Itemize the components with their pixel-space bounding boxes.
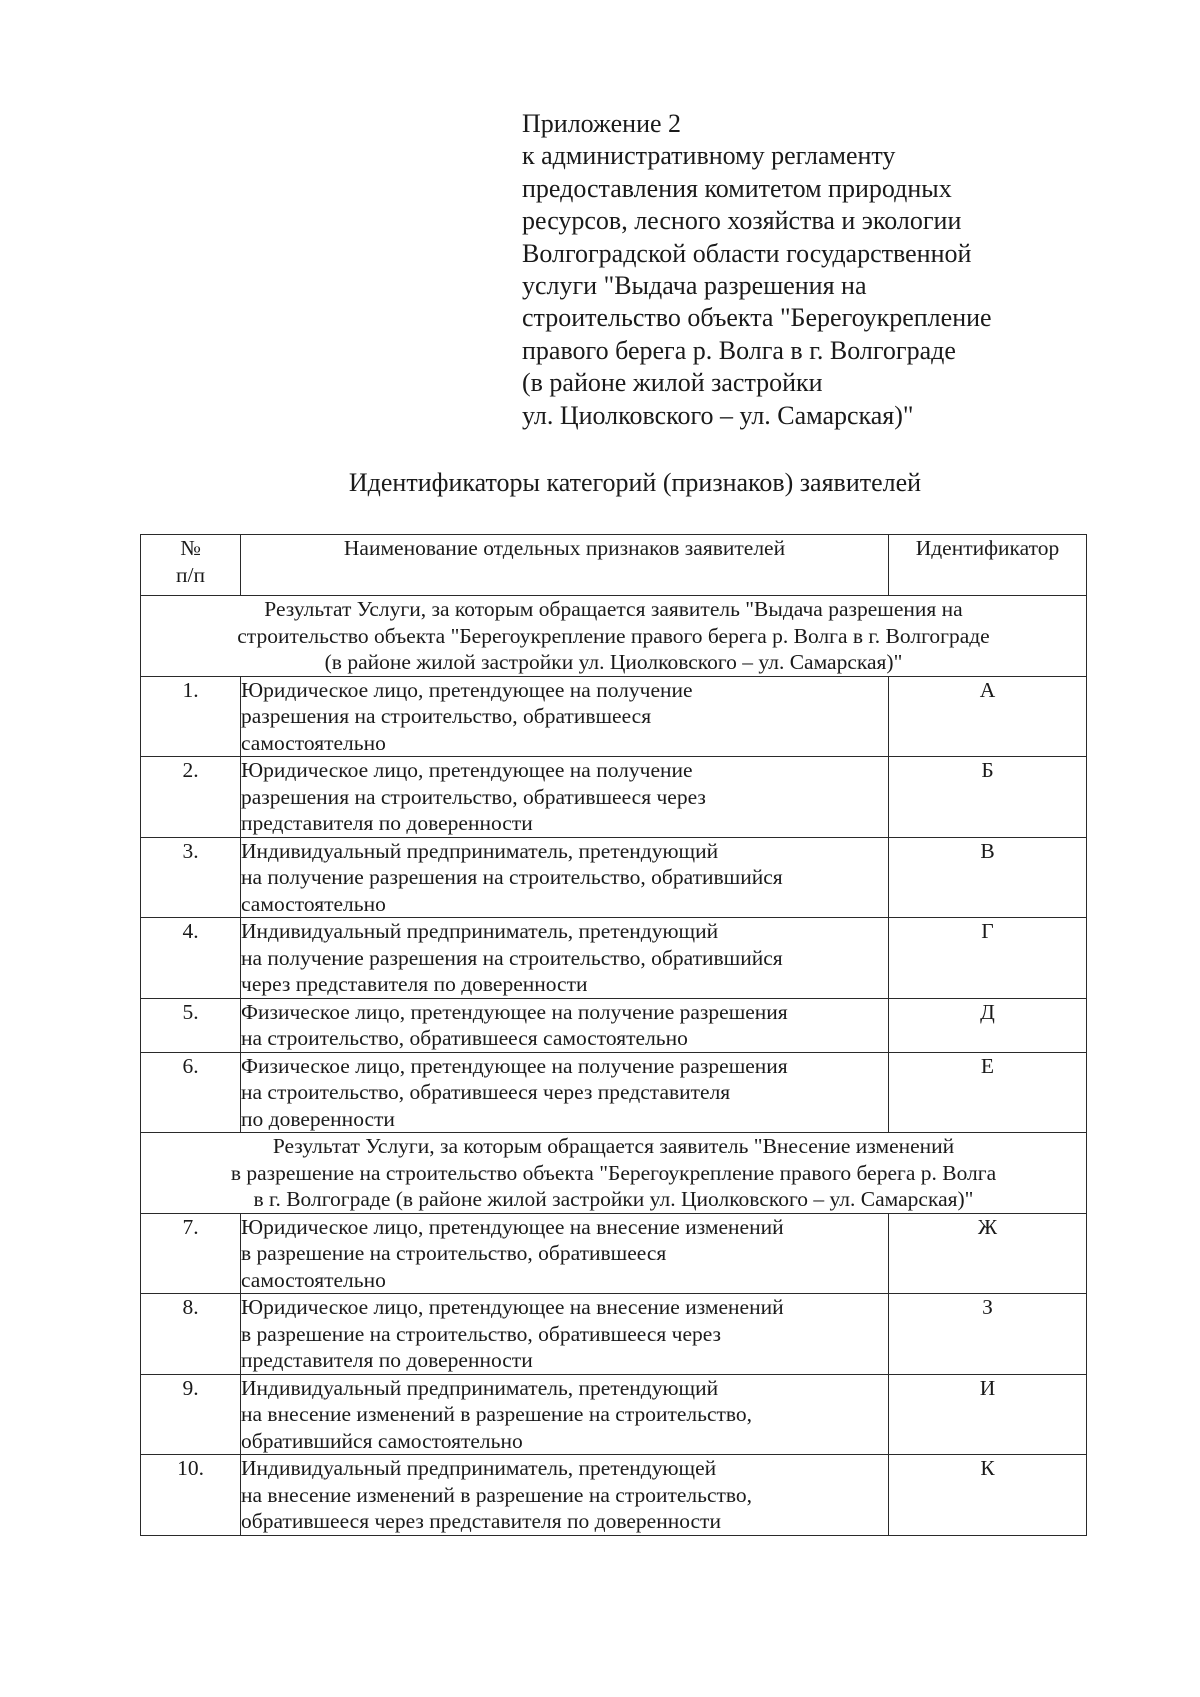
description-line: на получение разрешения на строительство, обратившийся (241, 945, 783, 970)
row-number: 5. (141, 998, 241, 1052)
appendix-line: предоставления комитетом природных (522, 173, 952, 203)
appendix-line: правого берега р. Волга в г. Волгограде (522, 335, 956, 365)
header-identifier: Идентификатор (889, 535, 1087, 596)
table-row (141, 1455, 1087, 1536)
appendix-line: ул. Циолковского – ул. Самарская)" (522, 400, 914, 430)
description-line: Физическое лицо, претендующее на получение разрешения (241, 999, 788, 1024)
description-line: самостоятельно (241, 1267, 386, 1292)
description-line: Индивидуальный предприниматель, претендующий (241, 1375, 719, 1400)
row-identifier: К (889, 1455, 1087, 1536)
header-number (141, 535, 241, 596)
appendix-line: ресурсов, лесного хозяйства и экологии (522, 206, 962, 236)
appendix-line: к административному регламенту (522, 141, 896, 171)
description-line: обратившееся через представителя по доверенности (241, 1509, 721, 1533)
row-description (241, 676, 889, 757)
description-line: Индивидуальный предприниматель, претендующий (241, 919, 719, 943)
row-description (241, 998, 889, 1052)
row-identifier: Е (889, 1052, 1087, 1133)
description-line: разрешения на строительство, обратившееся через (241, 784, 706, 809)
row-identifier: А (889, 676, 1087, 757)
description-line: самостоятельно (241, 891, 386, 916)
section-row (141, 1133, 1087, 1214)
identifiers-table (140, 534, 1087, 1536)
header-name: Наименование отдельных признаков заявителей (241, 535, 889, 596)
description-line: самостоятельно (241, 730, 386, 755)
row-identifier: И (889, 1374, 1087, 1455)
appendix-header (522, 108, 1082, 432)
table-row (141, 1052, 1087, 1133)
row-number: 4. (141, 918, 241, 999)
row-identifier: Д (889, 998, 1087, 1052)
section-line: Результат Услуги, за которым обращается заявитель "Выдача разрешения на (264, 597, 963, 621)
row-description (241, 1294, 889, 1375)
description-line: представителя по доверенности (241, 1348, 533, 1372)
appendix-line: Приложение 2 (522, 109, 682, 138)
section-1-heading (141, 596, 1087, 677)
document-title: Идентификаторы категорий (признаков) заявителей (348, 468, 922, 497)
description-line: по доверенности (241, 1106, 395, 1131)
table-header-row (141, 535, 1087, 596)
row-number: 9. (141, 1374, 241, 1455)
table-row (141, 757, 1087, 838)
description-line: Юридическое лицо, претендующее на внесение изменений (241, 1295, 784, 1319)
description-line: на строительство, обратившееся через представителя (241, 1080, 731, 1104)
description-line: на получение разрешения на строительство, обратившийся (241, 865, 783, 889)
description-line: через представителя по доверенности (241, 972, 588, 996)
row-number: 1. (141, 676, 241, 757)
table-row (141, 676, 1087, 757)
row-description (241, 837, 889, 918)
description-line: обратившийся самостоятельно (241, 1428, 523, 1453)
row-number: 8. (141, 1294, 241, 1375)
section-1-rows (141, 676, 1087, 1133)
description-line: в разрешение на строительство, обратившееся (241, 1241, 667, 1265)
row-description (241, 918, 889, 999)
row-description (241, 757, 889, 838)
section-row (141, 596, 1087, 677)
appendix-line: услуги "Выдача разрешения на (522, 271, 867, 301)
description-line: Индивидуальный предприниматель, претендующий (241, 838, 719, 863)
description-line: на внесение изменений в разрешение на строительство, (241, 1402, 753, 1426)
description-line: Юридическое лицо, претендующее на получение (241, 677, 693, 702)
row-description (241, 1052, 889, 1133)
description-line: представителя по доверенности (241, 811, 533, 835)
section-2-heading (141, 1133, 1087, 1214)
description-line: Юридическое лицо, претендующее на внесение изменений (241, 1214, 784, 1239)
table-row (141, 918, 1087, 999)
table-row (141, 1374, 1087, 1455)
row-description (241, 1374, 889, 1455)
row-number: 6. (141, 1052, 241, 1133)
description-line: на внесение изменений в разрешение на строительство, (241, 1482, 753, 1507)
row-identifier: Г (889, 918, 1087, 999)
row-number: 3. (141, 837, 241, 918)
table-row (141, 1213, 1087, 1294)
appendix-line: строительство объекта "Берегоукрепление (522, 303, 992, 333)
section-line: в разрешение на строительство объекта "Берегоукрепление правого берега р. Волга (230, 1160, 997, 1185)
description-line: Индивидуальный предприниматель, претендующей (241, 1456, 717, 1480)
section-line: в г. Волгограде (в районе жилой застройки ул. Циолковского – ул. Самарская)" (253, 1187, 974, 1211)
header-number-abbr: п/п (176, 562, 205, 587)
section-line: (в районе жилой застройки ул. Циолковского – ул. Самарская)" (324, 650, 903, 674)
row-number: 10. (141, 1455, 241, 1536)
table-row (141, 998, 1087, 1052)
description-line: на строительство, обратившееся самостоятельно (241, 1026, 688, 1050)
appendix-line: (в районе жилой застройки (522, 368, 823, 398)
table-row (141, 837, 1087, 918)
row-identifier: З (889, 1294, 1087, 1375)
table-row (141, 1294, 1087, 1375)
description-line: разрешения на строительство, обратившееся (241, 704, 652, 728)
row-identifier: Б (889, 757, 1087, 838)
row-description (241, 1213, 889, 1294)
header-number-symbol: № (180, 536, 201, 560)
section-line: строительство объекта "Берегоукрепление правого берега р. Волга в г. Волгограде (237, 623, 990, 648)
row-description (241, 1455, 889, 1536)
section-line: Результат Услуги, за которым обращается заявитель "Внесение изменений (272, 1134, 955, 1158)
description-line: Юридическое лицо, претендующее на получение (241, 758, 693, 782)
section-2-rows (141, 1213, 1087, 1535)
appendix-line: Волгоградской области государственной (522, 238, 972, 268)
row-number: 2. (141, 757, 241, 838)
description-line: Физическое лицо, претендующее на получение разрешения (241, 1053, 788, 1078)
row-identifier: В (889, 837, 1087, 918)
description-line: в разрешение на строительство, обратившееся через (241, 1321, 722, 1346)
row-number: 7. (141, 1213, 241, 1294)
row-identifier: Ж (889, 1213, 1087, 1294)
